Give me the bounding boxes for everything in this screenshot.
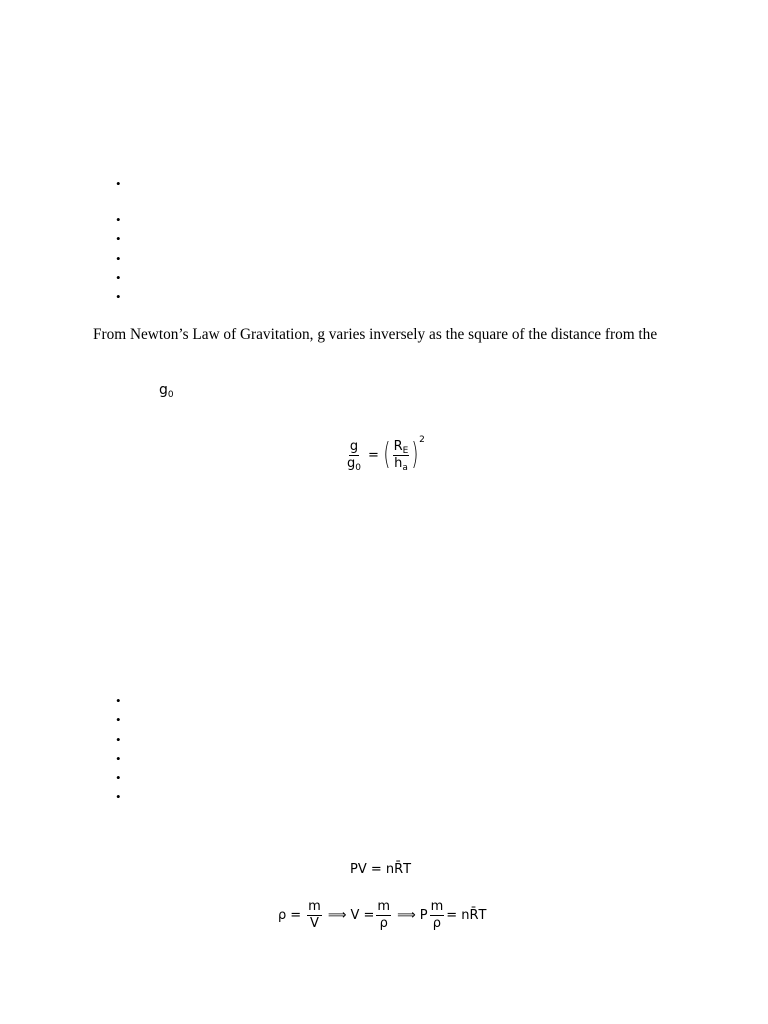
bullet-item: • — [116, 693, 121, 708]
bullet-item: • — [116, 176, 121, 191]
gravity-ratio-equation: $\frac{g}{g_0}$ = ( $\frac{R_E}{h_a}$ ) 2 — [347, 435, 425, 473]
fraction-re-over-ha: $\frac{R_E}{h_a}$ — [393, 438, 409, 473]
bullet-item: • — [116, 212, 121, 227]
fraction-m-over-v: $\frac{m}{V}$ — [308, 898, 321, 931]
bullet-item: • — [116, 251, 121, 266]
fraction-g-over-g0: $\frac{g}{g_0}$ — [347, 438, 361, 473]
bullet-item: • — [116, 789, 121, 804]
bullet-item: • — [116, 270, 121, 285]
bullet-item: • — [116, 770, 121, 785]
bullet-item: • — [116, 231, 121, 246]
bullet-item: • — [116, 751, 121, 766]
g0-symbol: $g_0$ — [159, 382, 174, 400]
bullet-item: • — [116, 289, 121, 304]
fraction-m-over-rho: $\frac{m}{\rho}$ — [377, 898, 391, 931]
body-paragraph: From Newton’s Law of Gravitation, g varies inversely as the square of the distance from the — [93, 326, 658, 343]
ideal-gas-equation: PV = nR̄T — [350, 862, 412, 877]
bullet-item: • — [116, 712, 121, 727]
bullet-item: • — [116, 732, 121, 747]
fraction-m-over-rho: $\frac{m}{\rho}$ — [430, 898, 444, 931]
density-equation: ρ = $\frac{m}{V}$ ⟹ V = $\frac{m}{\rho}$ ⟹ P $\frac{m}{\rho}$ = nR̄T — [278, 898, 487, 931]
